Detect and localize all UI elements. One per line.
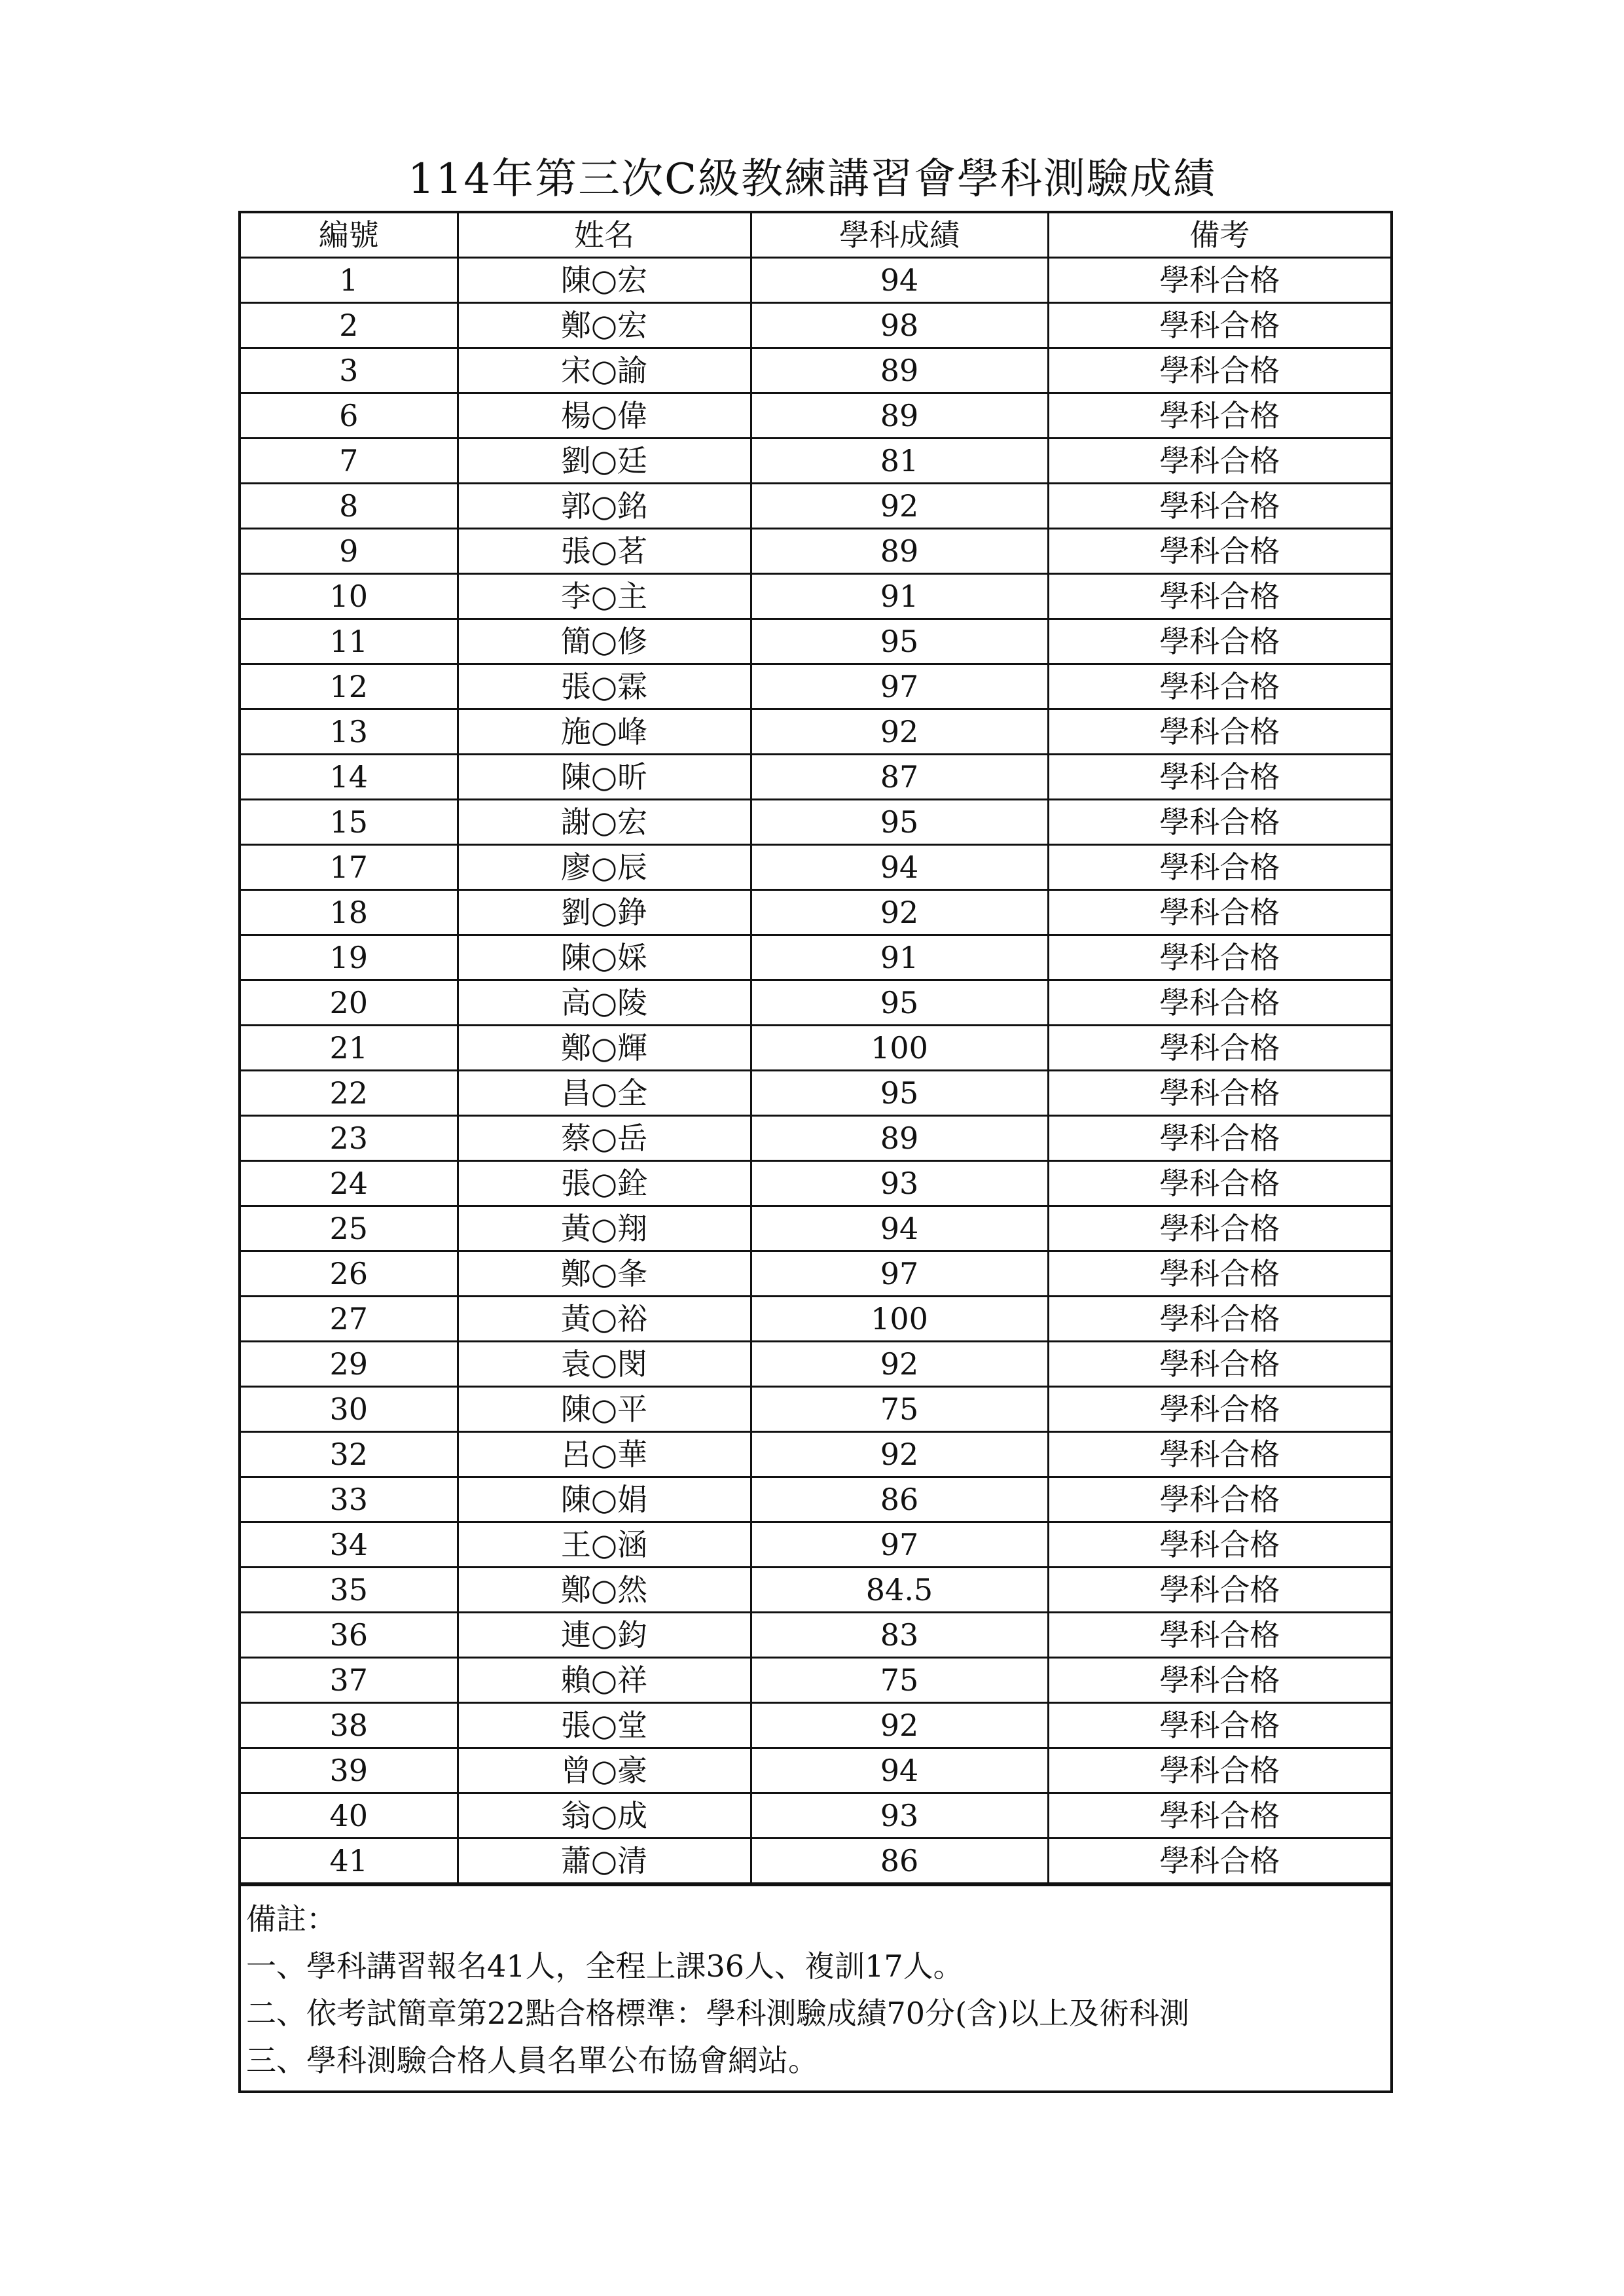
table-row (241, 258, 1390, 303)
cell-score: 92 (751, 1703, 1048, 1748)
cell-number: 27 (241, 1297, 458, 1342)
cell-number: 3 (241, 348, 458, 393)
cell-score: 93 (751, 1793, 1048, 1839)
cell-number: 35 (241, 1568, 458, 1613)
cell-score: 92 (751, 709, 1048, 755)
notes-section (241, 1884, 1390, 2090)
cell-score: 94 (751, 1206, 1048, 1251)
cell-name: 劉○錚 (458, 890, 751, 935)
cell-name: 陳○宏 (458, 258, 751, 303)
cell-name: 蕭○清 (458, 1839, 751, 1884)
table-row (241, 664, 1390, 709)
scores-table (241, 213, 1390, 1884)
cell-number: 18 (241, 890, 458, 935)
cell-name: 昌○全 (458, 1071, 751, 1116)
cell-remark: 學科合格 (1048, 1477, 1390, 1522)
cell-name: 簡○修 (458, 619, 751, 664)
cell-number: 37 (241, 1658, 458, 1703)
cell-name: 陳○平 (458, 1387, 751, 1432)
cell-name: 翁○成 (458, 1793, 751, 1839)
table-row (241, 709, 1390, 755)
cell-score: 89 (751, 348, 1048, 393)
page-title: 114年第三次C級教練講習會學科測驗成績 (407, 155, 1217, 204)
cell-score: 92 (751, 890, 1048, 935)
cell-name: 廖○辰 (458, 845, 751, 890)
note-line: 二、依考試簡章第22點合格標準：學科測驗成績70分(含)以上及術科測 (246, 1996, 1189, 2031)
cell-score: 86 (751, 1477, 1048, 1522)
cell-name: 張○堂 (458, 1703, 751, 1748)
cell-remark: 學科合格 (1048, 755, 1390, 800)
cell-remark: 學科合格 (1048, 800, 1390, 845)
cell-remark: 學科合格 (1048, 1793, 1390, 1839)
cell-score: 95 (751, 800, 1048, 845)
table-header-row (241, 213, 1390, 258)
cell-score: 89 (751, 1116, 1048, 1161)
cell-score: 95 (751, 619, 1048, 664)
cell-number: 41 (241, 1839, 458, 1884)
cell-number: 11 (241, 619, 458, 664)
cell-name: 黃○裕 (458, 1297, 751, 1342)
header-name: 姓名 (458, 213, 751, 258)
table-row (241, 1251, 1390, 1297)
table-row (241, 1297, 1390, 1342)
cell-remark: 學科合格 (1048, 1658, 1390, 1703)
cell-remark: 學科合格 (1048, 393, 1390, 439)
cell-score: 87 (751, 755, 1048, 800)
cell-name: 宋○諭 (458, 348, 751, 393)
table-row (241, 800, 1390, 845)
cell-score: 100 (751, 1297, 1048, 1342)
cell-name: 李○主 (458, 574, 751, 619)
table-row (241, 619, 1390, 664)
table-row (241, 348, 1390, 393)
cell-name: 蔡○岳 (458, 1116, 751, 1161)
cell-score: 81 (751, 439, 1048, 484)
table-row (241, 1342, 1390, 1387)
cell-number: 1 (241, 258, 458, 303)
cell-number: 20 (241, 980, 458, 1026)
cell-name: 曾○豪 (458, 1748, 751, 1793)
cell-remark: 學科合格 (1048, 1342, 1390, 1387)
cell-name: 謝○宏 (458, 800, 751, 845)
cell-number: 22 (241, 1071, 458, 1116)
cell-remark: 學科合格 (1048, 709, 1390, 755)
table-row (241, 1432, 1390, 1477)
cell-name: 郭○銘 (458, 484, 751, 529)
cell-remark: 學科合格 (1048, 529, 1390, 574)
cell-name: 賴○祥 (458, 1658, 751, 1703)
cell-score: 75 (751, 1387, 1048, 1432)
table-row (241, 845, 1390, 890)
cell-remark: 學科合格 (1048, 1748, 1390, 1793)
cell-name: 施○峰 (458, 709, 751, 755)
cell-remark: 學科合格 (1048, 1251, 1390, 1297)
cell-remark: 學科合格 (1048, 845, 1390, 890)
cell-remark: 學科合格 (1048, 574, 1390, 619)
cell-number: 34 (241, 1522, 458, 1568)
cell-score: 100 (751, 1026, 1048, 1071)
table-row (241, 935, 1390, 980)
cell-number: 2 (241, 303, 458, 348)
cell-number: 39 (241, 1748, 458, 1793)
cell-number: 15 (241, 800, 458, 845)
cell-score: 94 (751, 845, 1048, 890)
cell-score: 94 (751, 258, 1048, 303)
cell-number: 13 (241, 709, 458, 755)
cell-name: 陳○娟 (458, 1477, 751, 1522)
table-row (241, 1387, 1390, 1432)
cell-name: 張○銓 (458, 1161, 751, 1206)
cell-score: 83 (751, 1613, 1048, 1658)
cell-name: 袁○閔 (458, 1342, 751, 1387)
cell-name: 陳○婇 (458, 935, 751, 980)
cell-score: 91 (751, 574, 1048, 619)
cell-remark: 學科合格 (1048, 348, 1390, 393)
cell-name: 楊○偉 (458, 393, 751, 439)
cell-number: 6 (241, 393, 458, 439)
cell-score: 95 (751, 1071, 1048, 1116)
cell-score: 94 (751, 1748, 1048, 1793)
cell-remark: 學科合格 (1048, 935, 1390, 980)
cell-name: 鄭○然 (458, 1568, 751, 1613)
cell-number: 29 (241, 1342, 458, 1387)
cell-number: 36 (241, 1613, 458, 1658)
note-line: 一、學科講習報名41人，全程上課36人、複訓17人。 (246, 1948, 964, 1984)
cell-remark: 學科合格 (1048, 1206, 1390, 1251)
cell-score: 75 (751, 1658, 1048, 1703)
cell-name: 呂○華 (458, 1432, 751, 1477)
results-sheet (238, 211, 1393, 2093)
cell-number: 30 (241, 1387, 458, 1432)
cell-remark: 學科合格 (1048, 1026, 1390, 1071)
cell-remark: 學科合格 (1048, 258, 1390, 303)
table-row (241, 439, 1390, 484)
table-row (241, 1748, 1390, 1793)
cell-remark: 學科合格 (1048, 890, 1390, 935)
notes-heading: 備註： (246, 1901, 336, 1937)
note-line: 三、學科測驗合格人員名單公布協會網站。 (246, 2043, 818, 2078)
cell-score: 92 (751, 1342, 1048, 1387)
cell-number: 7 (241, 439, 458, 484)
table-row (241, 1613, 1390, 1658)
table-row (241, 529, 1390, 574)
table-body (241, 258, 1390, 1884)
cell-name: 王○涵 (458, 1522, 751, 1568)
cell-name: 鄭○夆 (458, 1251, 751, 1297)
table-row (241, 1071, 1390, 1116)
cell-remark: 學科合格 (1048, 1387, 1390, 1432)
cell-remark: 學科合格 (1048, 1297, 1390, 1342)
cell-name: 高○陵 (458, 980, 751, 1026)
cell-remark: 學科合格 (1048, 1161, 1390, 1206)
cell-remark: 學科合格 (1048, 1568, 1390, 1613)
header-score: 學科成績 (751, 213, 1048, 258)
table-row (241, 1206, 1390, 1251)
cell-number: 19 (241, 935, 458, 980)
cell-number: 9 (241, 529, 458, 574)
cell-number: 40 (241, 1793, 458, 1839)
cell-remark: 學科合格 (1048, 1703, 1390, 1748)
cell-remark: 學科合格 (1048, 484, 1390, 529)
table-row (241, 484, 1390, 529)
cell-number: 21 (241, 1026, 458, 1071)
cell-score: 89 (751, 529, 1048, 574)
cell-number: 8 (241, 484, 458, 529)
cell-remark: 學科合格 (1048, 439, 1390, 484)
cell-name: 鄭○宏 (458, 303, 751, 348)
cell-number: 26 (241, 1251, 458, 1297)
header-remark: 備考 (1048, 213, 1390, 258)
cell-number: 32 (241, 1432, 458, 1477)
cell-score: 89 (751, 393, 1048, 439)
cell-remark: 學科合格 (1048, 303, 1390, 348)
cell-remark: 學科合格 (1048, 1071, 1390, 1116)
cell-remark: 學科合格 (1048, 619, 1390, 664)
table-row (241, 1703, 1390, 1748)
table-row (241, 980, 1390, 1026)
cell-score: 93 (751, 1161, 1048, 1206)
cell-name: 連○鈞 (458, 1613, 751, 1658)
cell-score: 97 (751, 664, 1048, 709)
table-row (241, 393, 1390, 439)
cell-number: 33 (241, 1477, 458, 1522)
cell-name: 張○霖 (458, 664, 751, 709)
table-row (241, 1026, 1390, 1071)
table-row (241, 574, 1390, 619)
table-row (241, 1568, 1390, 1613)
cell-score: 97 (751, 1522, 1048, 1568)
cell-score: 86 (751, 1839, 1048, 1884)
cell-score: 91 (751, 935, 1048, 980)
table-row (241, 1161, 1390, 1206)
table-row (241, 1522, 1390, 1568)
cell-remark: 學科合格 (1048, 1522, 1390, 1568)
cell-number: 23 (241, 1116, 458, 1161)
table-row (241, 1839, 1390, 1884)
cell-score: 95 (751, 980, 1048, 1026)
cell-score: 92 (751, 484, 1048, 529)
cell-score: 98 (751, 303, 1048, 348)
cell-number: 25 (241, 1206, 458, 1251)
cell-remark: 學科合格 (1048, 1116, 1390, 1161)
cell-name: 劉○廷 (458, 439, 751, 484)
cell-remark: 學科合格 (1048, 980, 1390, 1026)
cell-number: 17 (241, 845, 458, 890)
table-row (241, 890, 1390, 935)
header-number: 編號 (241, 213, 458, 258)
cell-number: 14 (241, 755, 458, 800)
cell-name: 張○茗 (458, 529, 751, 574)
cell-name: 黃○翔 (458, 1206, 751, 1251)
table-row (241, 755, 1390, 800)
cell-score: 97 (751, 1251, 1048, 1297)
cell-number: 38 (241, 1703, 458, 1748)
cell-name: 鄭○輝 (458, 1026, 751, 1071)
cell-name: 陳○昕 (458, 755, 751, 800)
cell-score: 92 (751, 1432, 1048, 1477)
cell-remark: 學科合格 (1048, 1613, 1390, 1658)
table-row (241, 1658, 1390, 1703)
cell-score: 84.5 (751, 1568, 1048, 1613)
cell-number: 10 (241, 574, 458, 619)
table-row (241, 1477, 1390, 1522)
cell-remark: 學科合格 (1048, 1432, 1390, 1477)
table-row (241, 1116, 1390, 1161)
cell-remark: 學科合格 (1048, 1839, 1390, 1884)
table-row (241, 1793, 1390, 1839)
table-row (241, 303, 1390, 348)
cell-remark: 學科合格 (1048, 664, 1390, 709)
cell-number: 24 (241, 1161, 458, 1206)
cell-number: 12 (241, 664, 458, 709)
